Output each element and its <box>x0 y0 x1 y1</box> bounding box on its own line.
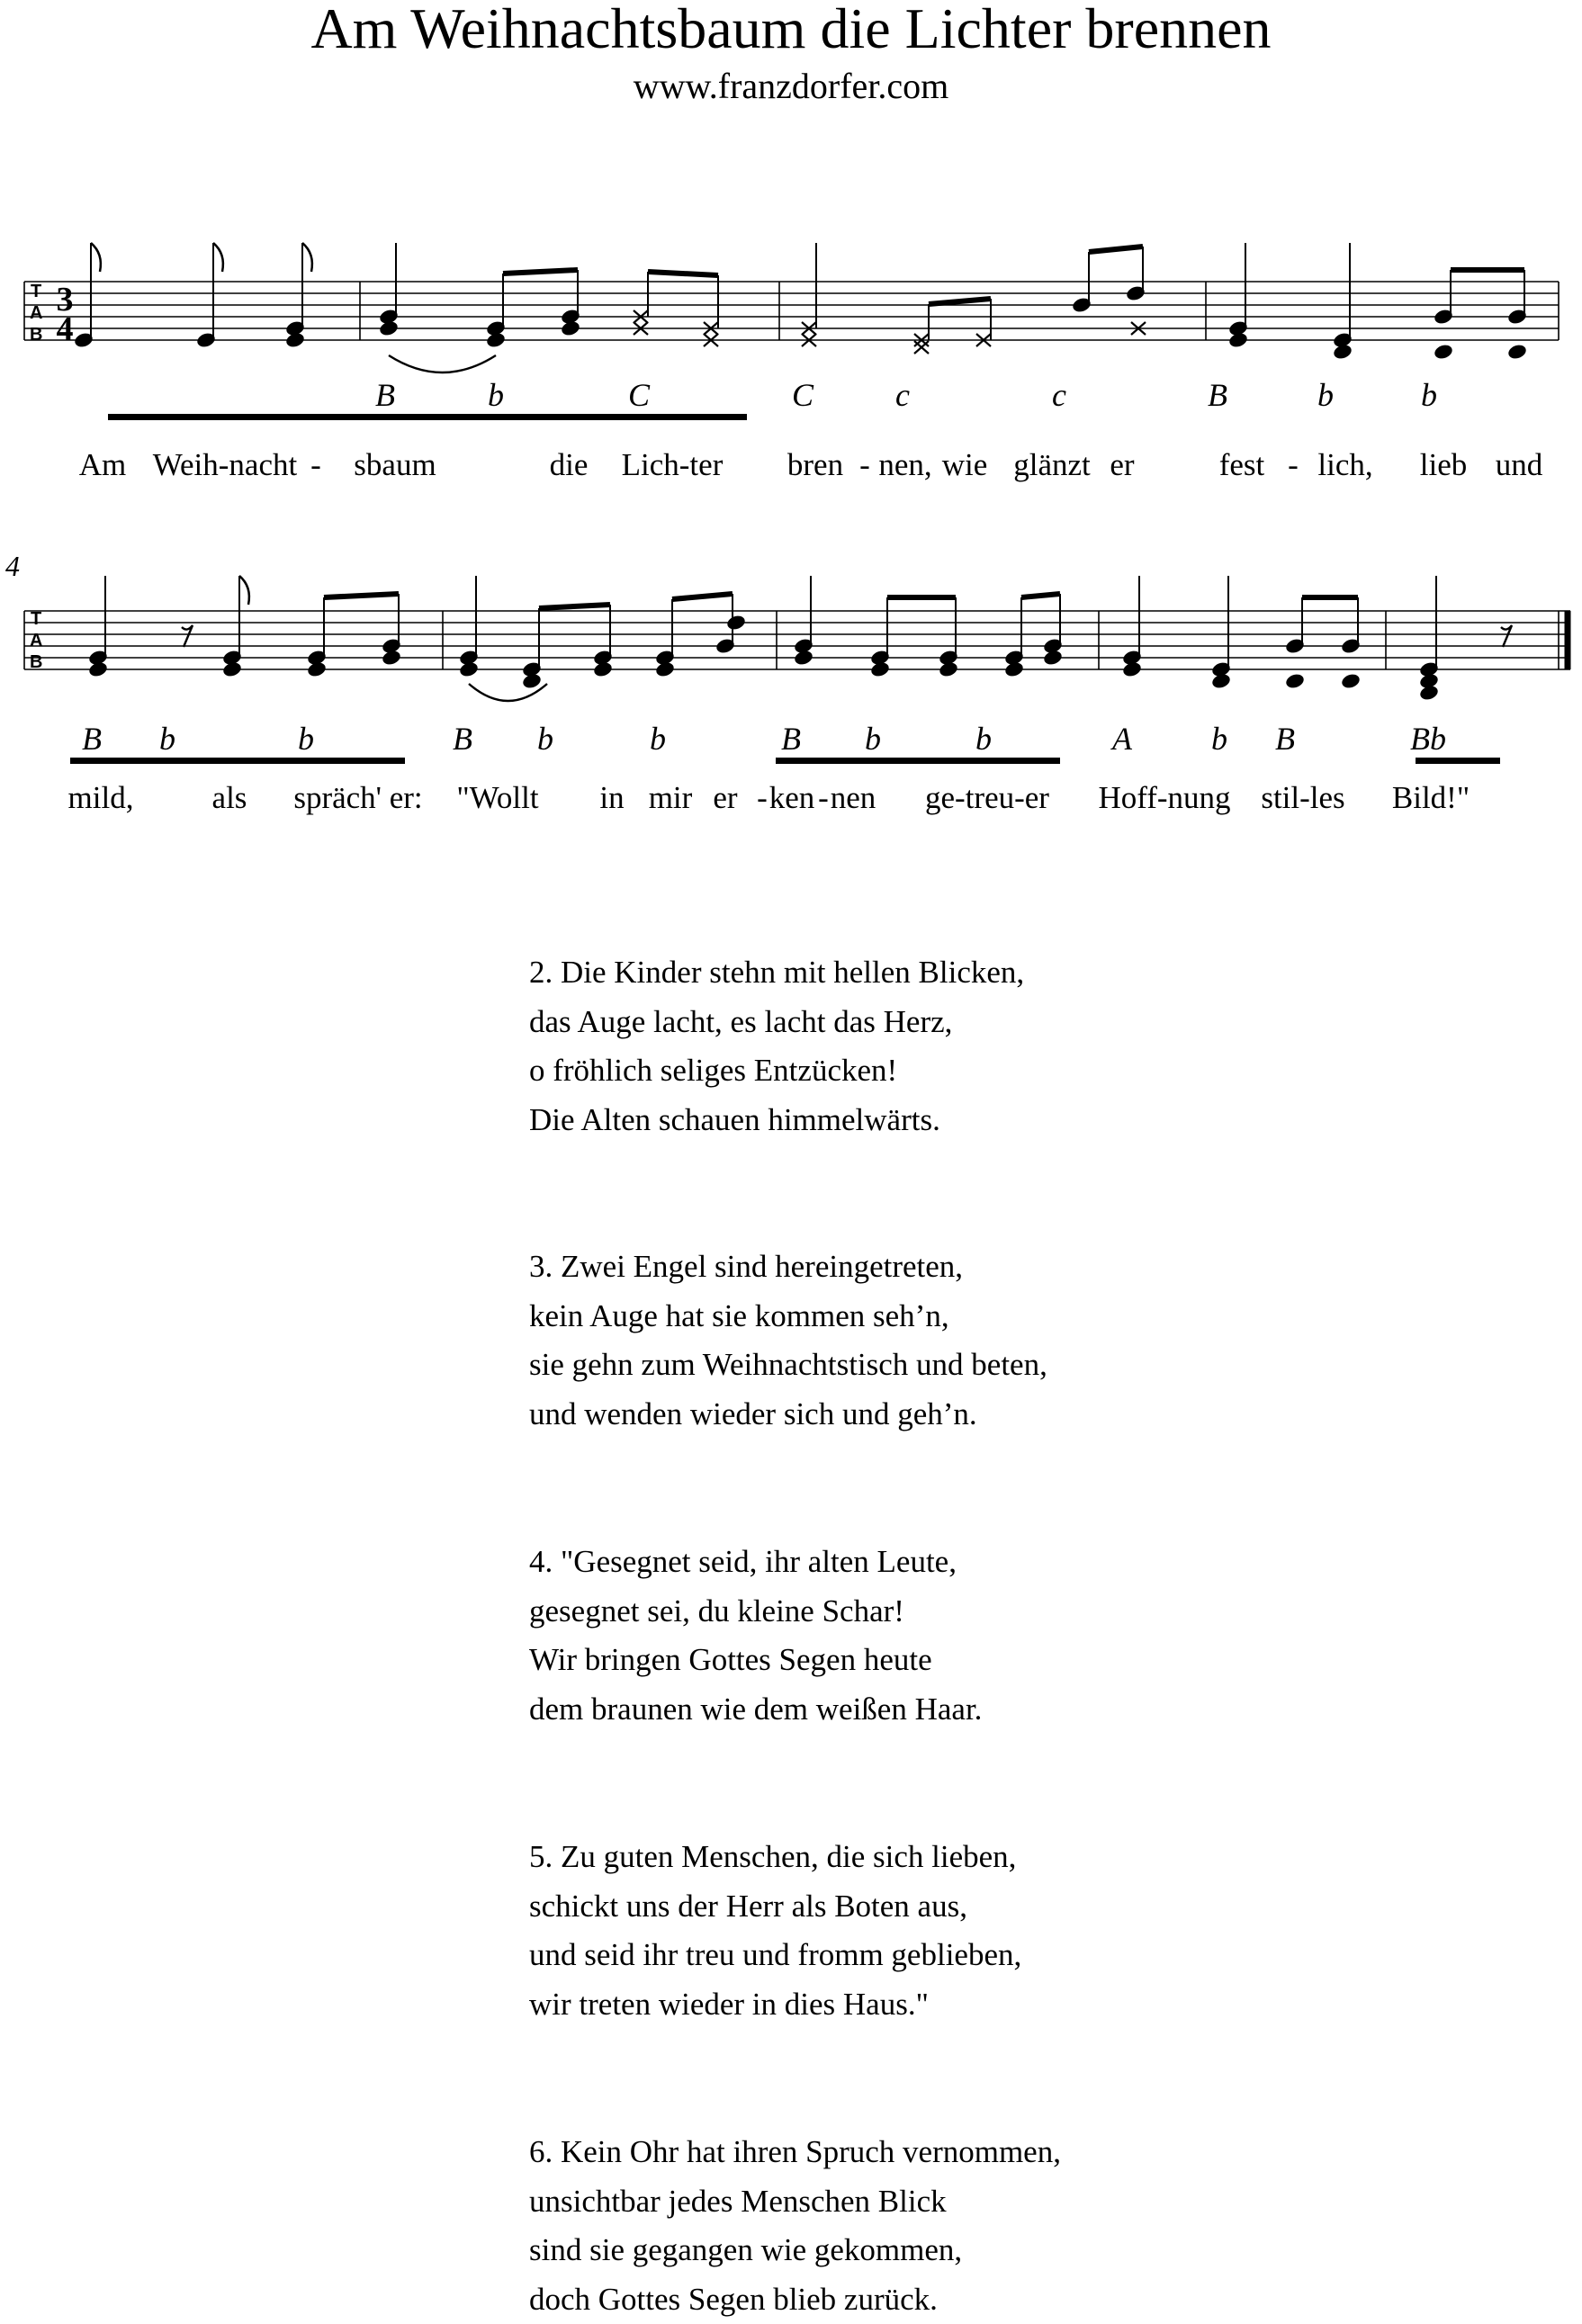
tab-clef-a: A <box>30 303 42 323</box>
note-beam <box>1089 247 1143 252</box>
verse-line: 4. "Gesegnet seid, ihr alten Leute, <box>529 1538 982 1587</box>
note-head <box>521 672 543 690</box>
lyric-syllable: Hoff-nung <box>1098 780 1230 815</box>
lyric-syllable: - <box>1288 447 1299 482</box>
strum-label: B <box>1275 721 1295 757</box>
verse-line: doch Gottes Segen blieb zurück. <box>529 2275 1061 2324</box>
note-head <box>378 319 400 337</box>
note-head <box>1332 343 1353 361</box>
measure-number: 4 <box>5 550 20 582</box>
eighth-rest <box>182 625 193 647</box>
note-head <box>284 331 306 349</box>
lyric-syllable: - <box>757 780 768 815</box>
lyric-syllable: in <box>599 780 624 815</box>
note-head <box>221 660 243 678</box>
strum-label: B <box>82 721 102 757</box>
lyric-syllable: glänzt <box>1013 447 1091 482</box>
time-signature-top: 3 <box>57 281 74 319</box>
note-head <box>938 660 959 678</box>
strum-label: C <box>792 377 814 413</box>
note-head <box>381 649 402 667</box>
note-head <box>458 660 480 678</box>
tab-clef-t: T <box>31 282 41 301</box>
note-head <box>1284 672 1306 690</box>
note-head <box>1042 649 1064 667</box>
note-head <box>725 614 747 632</box>
lyric-syllable: - <box>310 447 321 482</box>
tab-clef-b: B <box>30 652 42 672</box>
note-head <box>592 660 614 678</box>
strum-label: b <box>298 721 314 757</box>
strum-label: b <box>975 721 992 757</box>
note-beam <box>929 299 991 304</box>
staff-system-1 <box>24 282 1559 340</box>
verse-line: o fröhlich seliges Entzücken! <box>529 1046 1024 1096</box>
lyric-syllable: mir <box>649 780 693 815</box>
verse-line: Die Alten schauen himmelwärts. <box>529 1096 1024 1145</box>
strum-label: b <box>488 377 504 413</box>
strum-label: B <box>781 721 801 757</box>
lyric-syllable: als <box>212 780 247 815</box>
lyric-syllable: die <box>550 447 589 482</box>
verse-line: 5. Zu guten Menschen, die sich lieben, <box>529 1833 1021 1882</box>
note-head <box>1433 343 1454 361</box>
lyric-syllable: fest <box>1219 447 1265 482</box>
lyric-syllable: nen <box>831 780 876 815</box>
note-flag <box>239 576 249 605</box>
lyric-syllable: Weih-nacht <box>153 447 298 482</box>
tablature-score <box>0 0 1582 837</box>
verse-line: unsichtbar jedes Menschen Blick <box>529 2177 1061 2227</box>
verse-line: sind sie gegangen wie gekommen, <box>529 2226 1061 2275</box>
lyric-syllable: nen, <box>878 447 931 482</box>
lyric-syllable: lieb <box>1420 447 1467 482</box>
note-head <box>306 660 328 678</box>
strum-label: B <box>1208 377 1227 413</box>
lyric-syllable: - <box>818 780 829 815</box>
strum-label: B <box>453 721 472 757</box>
strum-label: c <box>895 377 910 413</box>
verse-3 <box>529 1243 1047 1439</box>
note-beam <box>648 272 718 275</box>
lyric-syllable: er <box>1110 447 1135 482</box>
note-head <box>1003 660 1025 678</box>
verse-line: 6. Kein Ohr hat ihren Spruch vernommen, <box>529 2128 1061 2177</box>
verse-line: 2. Die Kinder stehn mit hellen Blicken, <box>529 948 1024 998</box>
strum-label: b <box>159 721 175 757</box>
note-head <box>869 660 891 678</box>
verse-line: kein Auge hat sie kommen seh’n, <box>529 1292 1047 1341</box>
note-flag <box>91 243 101 272</box>
note-head <box>87 660 109 678</box>
strum-label: b <box>537 721 553 757</box>
lyric-syllable: Bild!" <box>1392 780 1470 815</box>
lyric-syllable: und <box>1496 447 1543 482</box>
lyric-syllable: bren <box>787 447 843 482</box>
strum-label: b <box>650 721 666 757</box>
note-head <box>793 649 814 667</box>
verse-line: das Auge lacht, es lacht das Herz, <box>529 998 1024 1047</box>
lyric-syllable: ge-treu-er <box>925 780 1049 815</box>
note-head <box>1210 672 1232 690</box>
note-beam <box>324 594 399 597</box>
lyric-syllable: Lich-ter <box>622 447 724 482</box>
note-beam <box>539 605 610 608</box>
lyric-syllable: - <box>859 447 870 482</box>
note-beam <box>503 270 578 274</box>
note-beam <box>672 594 733 599</box>
song-title: Am Weihnachtsbaum die Lichter brennen <box>0 0 1582 58</box>
slur <box>389 355 496 372</box>
lyric-syllable: mild, <box>68 780 134 815</box>
lyric-syllable: sbaum <box>354 447 436 482</box>
strum-label: b <box>865 721 881 757</box>
verse-line: und seid ihr treu und fromm geblieben, <box>529 1931 1021 1980</box>
lyric-syllable: lich, <box>1317 447 1372 482</box>
strum-label: b <box>1211 721 1227 757</box>
lyric-syllable: stil-les <box>1261 780 1344 815</box>
note-head <box>1227 331 1249 349</box>
strum-label: b <box>1317 377 1334 413</box>
strum-label: c <box>1052 377 1066 413</box>
strum-label: b <box>1421 377 1437 413</box>
verse-line: Wir bringen Gottes Segen heute <box>529 1636 982 1685</box>
note-flag <box>213 243 223 272</box>
tab-clef-b: B <box>30 325 42 345</box>
verse-5 <box>529 1833 1021 2029</box>
note-head <box>1418 684 1440 702</box>
tab-clef-t: T <box>31 609 41 629</box>
verse-6 <box>529 2128 1061 2324</box>
note-head <box>654 660 676 678</box>
strum-label: Bb <box>1410 721 1446 757</box>
lyric-syllable: spräch' er: <box>293 780 422 815</box>
note-beam <box>1021 594 1060 597</box>
verse-line: sie gehn zum Weihnachtstisch und beten, <box>529 1341 1047 1390</box>
dead-note-head <box>914 341 929 354</box>
strum-label: B <box>375 377 395 413</box>
lyric-syllable: ken <box>769 780 815 815</box>
lyric-syllable: Am <box>79 447 127 482</box>
verse-line: 3. Zwei Engel sind hereingetreten, <box>529 1243 1047 1292</box>
lyric-syllable: er <box>713 780 738 815</box>
lyric-syllable: "Wollt <box>456 780 538 815</box>
note-head <box>560 319 581 337</box>
note-flag <box>302 243 312 272</box>
note-head <box>485 331 507 349</box>
strum-label: A <box>1110 721 1133 757</box>
website-url: www.franzdorfer.com <box>0 67 1582 106</box>
note-head <box>1121 660 1143 678</box>
verse-line: dem braunen wie dem weißen Haar. <box>529 1685 982 1735</box>
lyric-syllable: wie <box>942 447 988 482</box>
verse-line: und wenden wieder sich und geh’n. <box>529 1390 1047 1440</box>
verse-line: gesegnet sei, du kleine Schar! <box>529 1587 982 1637</box>
note-head <box>1506 343 1528 361</box>
time-signature-bottom: 4 <box>57 310 74 348</box>
verse-2 <box>529 948 1024 1144</box>
tab-clef-a: A <box>30 631 42 651</box>
verse-line: wir treten wieder in dies Haus." <box>529 1980 1021 2030</box>
strum-label: C <box>628 377 651 413</box>
eighth-rest <box>1501 625 1512 647</box>
verse-line: schickt uns der Herr als Boten aus, <box>529 1882 1021 1932</box>
note-head <box>1340 672 1362 690</box>
verse-4 <box>529 1538 982 1734</box>
